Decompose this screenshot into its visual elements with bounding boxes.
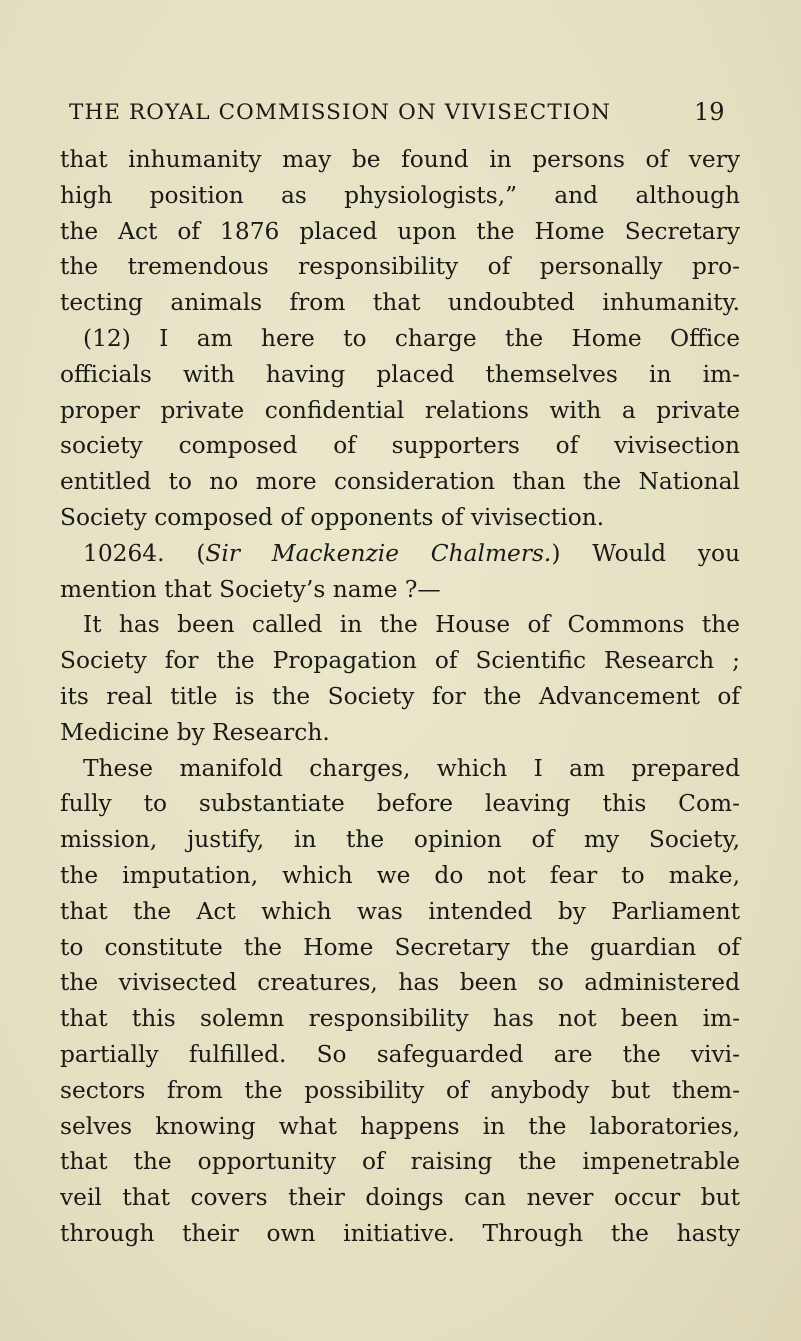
text-line: veil that covers their doings can never occur but bbox=[60, 1184, 740, 1212]
text-line: that this solemn responsibility has not been im- bbox=[60, 1005, 740, 1033]
text-line: the Act of 1876 placed upon the Home Secretary bbox=[60, 217, 740, 245]
text-line: entitled to no more consideration than the National bbox=[60, 468, 740, 496]
text-line: Society composed of opponents of vivisection. bbox=[60, 503, 605, 531]
text-line: through their own initiative. Through the hasty bbox=[60, 1219, 740, 1247]
text-line: Medicine by Research. bbox=[60, 718, 330, 746]
text-line: the imputation, which we do not fear to make, bbox=[60, 861, 740, 889]
text-line: selves knowing what happens in the laboratories, bbox=[60, 1112, 740, 1140]
text-line: mission, justify, in the opinion of my Society, bbox=[60, 826, 740, 854]
question-number: 10264. ( bbox=[83, 539, 206, 567]
text-line: mention that Society’s name ?— bbox=[60, 575, 441, 603]
text-line: to constitute the Home Secretary the guardian of bbox=[60, 933, 740, 961]
text-line: partially fulfilled. So safeguarded are the vivi- bbox=[60, 1040, 740, 1068]
text-line: (12) I am here to charge the Home Office bbox=[83, 324, 740, 352]
text-line: Society for the Propagation of Scientific Research ; bbox=[60, 647, 740, 675]
text-line: its real title is the Society for the Advancement of bbox=[60, 682, 740, 710]
text-line: high position as physiologists,” and although bbox=[60, 181, 740, 209]
text-line: society composed of supporters of vivisection bbox=[60, 432, 740, 460]
page-number: 19 bbox=[694, 98, 725, 126]
text-line: officials with having placed themselves in im- bbox=[60, 360, 740, 388]
text-line: the vivisected creatures, has been so administered bbox=[60, 969, 740, 997]
questioner-name: Sir Mackenzie Chalmers. bbox=[205, 539, 552, 567]
text-line: tecting animals from that undoubted inhumanity. bbox=[60, 289, 740, 317]
text-line: It has been called in the House of Commons the bbox=[83, 611, 740, 639]
text-line: that inhumanity may be found in persons of very bbox=[60, 146, 740, 173]
question-text: ) Would you bbox=[551, 539, 740, 567]
text-line-question bbox=[60, 536, 740, 572]
text-line: sectors from the possibility of anybody but them- bbox=[60, 1076, 740, 1104]
text-line: proper private confidential relations with a private bbox=[60, 396, 740, 424]
text-line: These manifold charges, which I am prepared bbox=[83, 754, 740, 782]
running-head bbox=[0, 94, 801, 134]
text-line: that the Act which was intended by Parliament bbox=[60, 897, 740, 925]
text-line: that the opportunity of raising the impenetrable bbox=[60, 1148, 740, 1176]
text-line: fully to substantiate before leaving this Com- bbox=[60, 790, 740, 818]
text-line: the tremendous responsibility of personally pro- bbox=[60, 253, 740, 281]
running-head-title: THE ROYAL COMMISSION ON VIVISECTION bbox=[69, 100, 611, 125]
body-text bbox=[60, 142, 740, 1252]
